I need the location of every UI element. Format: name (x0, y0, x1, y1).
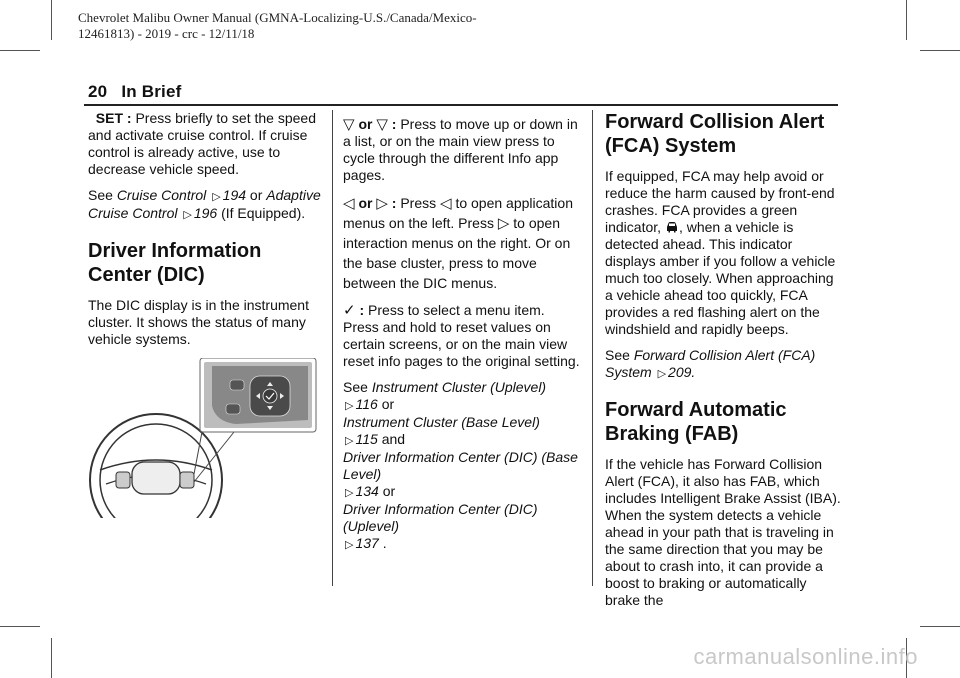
document-header (78, 10, 598, 42)
page-heading (88, 82, 181, 102)
fca-text-b: , when a vehicle is detected ahead. This indicator displays amber if you follow a vehicle much too closely. When approaching a vehicle ahead too quickly, FCA provides a red flashing alert on the windshield and rapidly beeps. (605, 219, 836, 337)
updown-paragraph: ▽ or ▽ : Press to move up or down in a list, or on the main view press to cycle through the different Info app pages. (343, 115, 578, 183)
page-arrow-icon: ▷ (183, 208, 192, 221)
checkmark-icon: ✓ (343, 301, 356, 319)
fca-paragraph (605, 168, 841, 338)
ref-page[interactable]: 137 (355, 535, 379, 551)
right-arrow-icon: ▷ (376, 194, 388, 212)
ref-page[interactable]: 209 (668, 364, 692, 380)
column-2 (343, 116, 583, 562)
crop-mark (0, 626, 40, 627)
ref-fca[interactable]: Forward Collision Alert (FCA) System (605, 347, 816, 380)
column-3 (605, 110, 841, 618)
set-label: SET : (95, 110, 132, 126)
see-label: See (343, 379, 368, 395)
column-divider (332, 110, 333, 586)
ref-title[interactable]: Driver Information Center (DIC) (Uplevel) (343, 501, 538, 534)
page-arrow-icon: ▷ (345, 486, 354, 499)
section-title: In Brief (121, 82, 182, 101)
updown-text: Press to move up or down in a list, or on the main view press to cycle through the different Info app pages. (343, 116, 578, 183)
fca-text-a: If equipped, FCA may help avoid or reduce the harm caused by front-end crashes. FCA provides a green indicator, (605, 168, 835, 235)
crop-mark (51, 638, 52, 678)
page-arrow-icon: ▷ (212, 190, 221, 203)
heading-rule (84, 104, 838, 106)
watermark: carmanualsonline.info (693, 644, 918, 669)
fab-heading: Forward Automatic Braking (FAB) (605, 399, 787, 445)
or-text: or (249, 187, 263, 203)
column-1 (88, 110, 322, 357)
ref-tail: . (382, 535, 387, 551)
page-arrow-icon: ▷ (345, 399, 354, 412)
check-paragraph: ✓ : Press to select a menu item. Press and hold to reset values on certain screens, or on the main view reset info pages to the original setting. (343, 301, 580, 369)
see-label: See (88, 187, 113, 203)
ref-page[interactable]: 116 (355, 396, 378, 412)
ref-tail: and (381, 431, 406, 447)
set-paragraph (88, 110, 322, 178)
see-label: See (605, 347, 630, 363)
ref-title[interactable]: Instrument Cluster (Uplevel) (371, 379, 547, 395)
down-arrow-icon: ▽ (376, 115, 388, 133)
crop-mark (920, 626, 960, 627)
see-paragraph (88, 187, 322, 223)
set-text: Press briefly to set the speed and activate cruise control. If cruise control is already active, use to decrease vehicle speed. (88, 110, 316, 177)
crop-mark (906, 0, 907, 40)
ref-title[interactable]: Driver Information Center (DIC) (Base Level) (343, 449, 578, 482)
or-text: or (358, 195, 373, 211)
header-line-2: 12461813) - 2019 - crc - 12/11/18 (78, 26, 255, 41)
dic-heading: Driver Information Center (DIC) (88, 240, 262, 286)
ref-adaptive-cruise[interactable]: Adaptive Cruise Control (88, 187, 321, 221)
page-arrow-icon: ▷ (345, 538, 354, 551)
column-divider (592, 110, 593, 586)
leftright-text-1: to open application menus on the left. Press (343, 195, 573, 231)
crop-mark (920, 50, 960, 51)
dic-body: The DIC display is in the instrument cluster. It shows the status of many vehicle systems. (88, 297, 309, 347)
page-arrow-icon: ▷ (345, 434, 354, 447)
crop-mark (0, 50, 40, 51)
ref-page[interactable]: 194 (222, 187, 247, 203)
left-arrow-icon: ◁ (343, 194, 355, 212)
page-number: 20 (88, 82, 108, 101)
ref-page[interactable]: 134 (355, 483, 379, 499)
ref-tail: or (381, 396, 395, 412)
check-text: Press to select a menu item. Press and hold to reset values on certain screens, or on the main view reset info pages to the original setting. (343, 302, 580, 369)
leftright-paragraph: ◁ or ▷ : Press ◁ to open application menus on the left. Press ▷ to open interaction menus on the right. Or on the base cluster, press to move between the DIC menus. (343, 194, 573, 291)
steering-wheel-illustration (86, 358, 318, 518)
vehicle-ahead-icon (665, 221, 679, 233)
fca-see-paragraph: See Forward Collision Alert (FCA) System ▷ 209. (605, 347, 816, 380)
right-arrow-icon: ▷ (497, 214, 510, 232)
ref-page[interactable]: 196 (193, 205, 218, 221)
fca-heading: Forward Collision Alert (FCA) System (605, 111, 825, 157)
ref-tail: or (382, 483, 396, 499)
header-line-1: Chevrolet Malibu Owner Manual (GMNA-Localizing-U.S./Canada/Mexico- (78, 10, 477, 25)
page-arrow-icon: ▷ (657, 367, 667, 380)
see-refs-paragraph (343, 379, 583, 553)
ref-title[interactable]: Instrument Cluster (Base Level) (343, 414, 540, 430)
ref-cruise-control[interactable]: Cruise Control (116, 187, 207, 203)
press-text: Press (400, 195, 437, 211)
ref-tail: (If Equipped). (221, 205, 306, 221)
crop-mark (51, 0, 52, 40)
fab-paragraph: If the vehicle has Forward Collision Alert (FCA), it also has FAB, which includes Intelligent Brake Assist (IBA). When the system detects a vehicle ahead in your path that is traveling in the same direction that you may be about to crash into, it can provide a boost to braking or automatically brake the (605, 456, 841, 608)
or-text: or (358, 116, 373, 132)
up-arrow-icon: ▽ (343, 115, 355, 133)
ref-page[interactable]: 115 (355, 431, 378, 447)
leftright-text-2: to open interaction menus on the right. Or on the base cluster, press to move between the DIC menus. (343, 215, 571, 291)
left-arrow-icon: ◁ (440, 194, 452, 212)
